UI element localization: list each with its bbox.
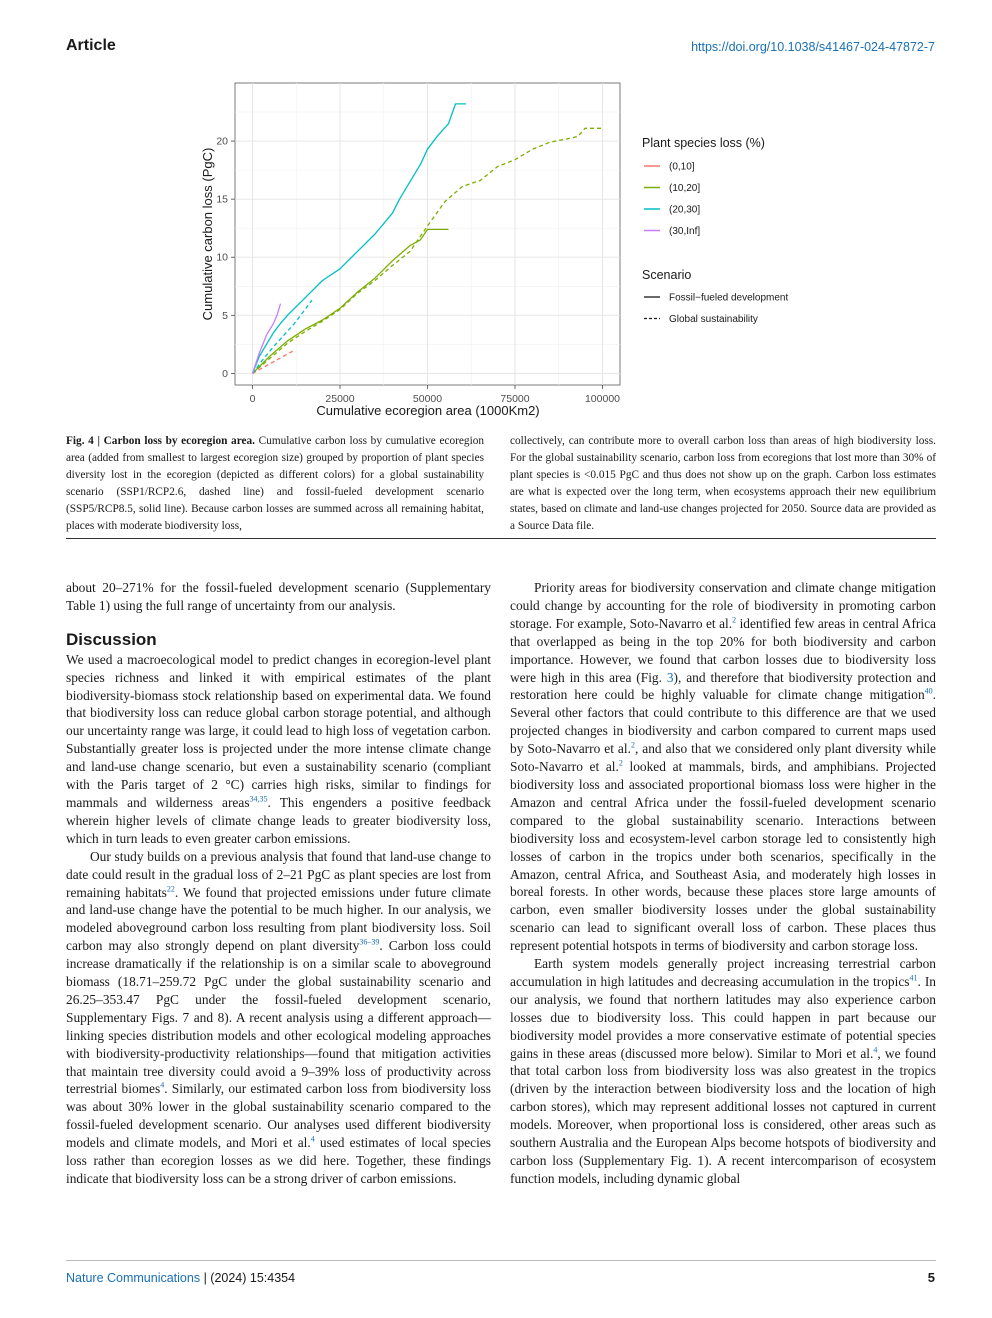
y-tick-label: 10 (216, 251, 228, 264)
legend-title: Plant species loss (%) (642, 136, 765, 150)
paragraph: We used a macroecological model to predict changes in ecoregion-level plant species richness and linked it with empirical estimates of the plant biodiversity-biomass stock relationship based on experimental data. We found that biodiversity loss can reduce global carbon storage potential, and although our uncertainty range was large, it could lead to high loss of vegetation carbon. Substantially greater loss is projected under the more intense climate change and land-use change scenario, but even a sustainability scenario (compliant with the Paris target of 2 °C) carries high risks, similar to findings for mammals and wilderness areas$^{34,35}$. This engenders a positive feedback wherein higher levels of climate change leads to greater biodiversity loss, which in turn leads to even greater carbon emissions. (66, 651, 491, 846)
footer-divider (66, 1260, 936, 1261)
x-axis-label: Cumulative ecoregion area (1000Km2) (316, 403, 540, 418)
citation-link[interactable]: 41 (909, 973, 918, 983)
paragraph: Priority areas for biodiversity conservation and climate change mitigation could change by accounting for the role of biodiversity in promoting carbon storage. For example, Soto-Navarro et al.$^2$ identified few areas in central Africa that overlapped as being in the top 20% for both biodiversity and carbon importance. However, we found that carbon losses due to biodiversity loss were high in this area (Fig. 3), and therefore that biodiversity protection and restoration here could be highly valuable for climate change mitigation$^{40}$. Several other factors that could contribute to this difference are that we used projected changes in biodiversity and carbon compared to current maps used by Soto-Navarro et al.$^2$, and also that we considered only plant diversity while Soto-Navarro et al.$^2$ looked at mammals, birds, and amphibians. Projected biodiversity loss and associated proportional biomass loss were higher in the Amazon and central Africa under the fossil-fueled development scenario compared to the global sustainability scenario. Interactions between biodiversity loss and ecosystem-level carbon storage led to consistently high losses of carbon in the tropics under both scenarios, specifically in the Amazon, central Africa, and Southeast Asia, and moderately high losses in boreal forests. In other words, because these places store large amounts of carbon, even smaller biodiversity losses under the global sustainability scenario can lead to significant overall loss of carbon. These places thus represent potential hotspots in terms of biodiversity and carbon storage loss. (510, 580, 936, 954)
x-tick-label: 75000 (500, 393, 530, 405)
y-tick-label: 5 (222, 309, 228, 322)
y-tick-label: 0 (222, 367, 228, 380)
figure-caption-left (66, 433, 484, 536)
right-column (510, 579, 936, 1188)
carbon-loss-chart (190, 75, 950, 425)
x-tick-label: 25000 (325, 393, 355, 405)
caption-divider (66, 538, 936, 539)
section-heading: Discussion (66, 629, 157, 649)
y-tick-label: 20 (216, 135, 228, 148)
citation-link[interactable]: 2 (618, 758, 623, 768)
citation-link[interactable]: 2 (630, 740, 635, 750)
scenario-legend-title: Scenario (642, 268, 692, 282)
journal-name[interactable]: Nature Communications (66, 1271, 201, 1285)
citation-link[interactable]: 40 (924, 686, 933, 696)
citation-link[interactable]: 34,35 (249, 794, 268, 804)
caption-title: Carbon loss by ecoregion area. (103, 435, 255, 447)
citation-link[interactable]: 4 (310, 1134, 315, 1144)
paragraph: Our study builds on a previous analysis that found that land-use change to date could result in the gradual loss of 2–21 PgC as plant species are lost from remaining habitats$^{22}$. We found that projected emissions under future climate and land-use change have the potential to be much higher. In our analysis, we modeled aboveground carbon loss resulting from plant biodiversity loss. Soil carbon may also strongly depend on plant diversity$^{36-39}$. Carbon loss could increase dramatically if the relationship is on a similar scale to aboveground biomass (18.71–259.72 PgC under the global sustainability scenario and 26.25–353.47 PgC under the fossil-fueled development scenario, Supplementary Figs. 7 and 8). A recent analysis using a different approach—linking species distribution models and other ecological modeling approaches with biodiversity-productivity relationships—found that mitigation activities that maintain tree diversity could avoid a 9–39% loss of productivity across terrestrial biomes$^4$. Similarly, our estimated carbon loss from biodiversity loss was about 30% lower in the global sustainability scenario compared to the fossil-fueled development scenario. Our analyses used different biodiversity models and climate models, and Mori et al.$^4$ used estimates of local species loss rather than ecoregion losses as we did here. Together, these findings indicate that biodiversity loss can be a strong driver of carbon emissions. (66, 848, 491, 1186)
paragraph: about 20–271% for the fossil-fueled development scenario (Supplementary Table 1) using the full range of uncertainty from our analysis. (66, 580, 491, 613)
page-number: 5 (927, 1270, 935, 1285)
figure-link[interactable]: 3 (666, 669, 674, 685)
caption-label: Fig. 4 | (66, 435, 100, 447)
citation-link[interactable]: 36–39 (359, 937, 380, 947)
caption-text-left: Cumulative carbon loss by cumulative ecoregion area (added from smallest to largest ecoregion size) grouped by proportion of plant species diversity lost in the ecoregion (depicted as different colors) for a global sustainability scenario (SSP1/RCP2.6, dashed line) and fossil-fueled development scenario (SSP5/RCP8.5, solid line). Because carbon losses are summed across all remaining habitat, places with moderate biodiversity loss, (66, 435, 485, 533)
scenario-label: Fossil−fueled development (669, 292, 789, 304)
citation-link[interactable]: 22 (166, 884, 175, 894)
y-axis-label: Cumulative carbon loss (PgC) (200, 147, 215, 321)
citation-link[interactable]: 2 (732, 615, 737, 625)
citation-link[interactable]: 4 (160, 1081, 165, 1090)
legend-label: (20,30] (669, 204, 701, 216)
paragraph: Earth system models generally project increasing terrestrial carbon accumulation in high latitudes and decreasing accumulation in the tropics$^{41}$. In our analysis, we found that northern latitudes may also experience carbon losses due to biodiversity loss. This could happen in part because our biodiversity model provides a more conservative estimate of potential species gains in these areas (discussed more below). Similar to Mori et al.$^4$, we found that total carbon loss from biodiversity loss was also greatest in the tropics (driven by the interaction between biodiversity loss and the location of high carbon stores), which may represent additional losses not captured in current models. Moreover, when proportional loss is considered, other areas such as southern Australia and the European Alps become hotspots of biodiversity and carbon loss (Supplementary Fig. 1). A recent intercomparison of ecosystem function models, including dynamic global (510, 956, 936, 1186)
x-tick-label: 0 (249, 393, 256, 405)
citation-link[interactable]: 4 (873, 1045, 878, 1055)
footer-citation (66, 1271, 295, 1285)
figure-caption-right: collectively, can contribute more to overall carbon loss than areas of high biodiversity loss. For the global sustainability scenario, carbon loss from ecoregions that lost more than 30% of plant species is <0.015 PgC and thus does not show up on the graph. Carbon loss estimates are what is expected over the long term, when ecosystems approach their new equilibrium states, based on climate and land-use changes projected for 2050. Source data are provided as a Source Data file. (510, 435, 936, 533)
article-type-label: Article (66, 37, 116, 54)
scenario-label: Global sustainability (669, 314, 758, 325)
doi-link[interactable]: https://doi.org/10.1038/s41467-024-47872-7 (691, 40, 935, 54)
left-column (66, 579, 491, 1188)
legend-label: (10,20] (669, 183, 701, 194)
x-tick-label: 100000 (584, 393, 621, 405)
legend-label: (0,10] (669, 161, 695, 173)
volume-info: | (2024) 15:4354 (200, 1271, 296, 1285)
y-tick-label: 15 (216, 193, 228, 206)
legend-label: (30,Inf] (669, 226, 701, 237)
legend (642, 136, 788, 325)
x-tick-label: 50000 (412, 393, 443, 405)
